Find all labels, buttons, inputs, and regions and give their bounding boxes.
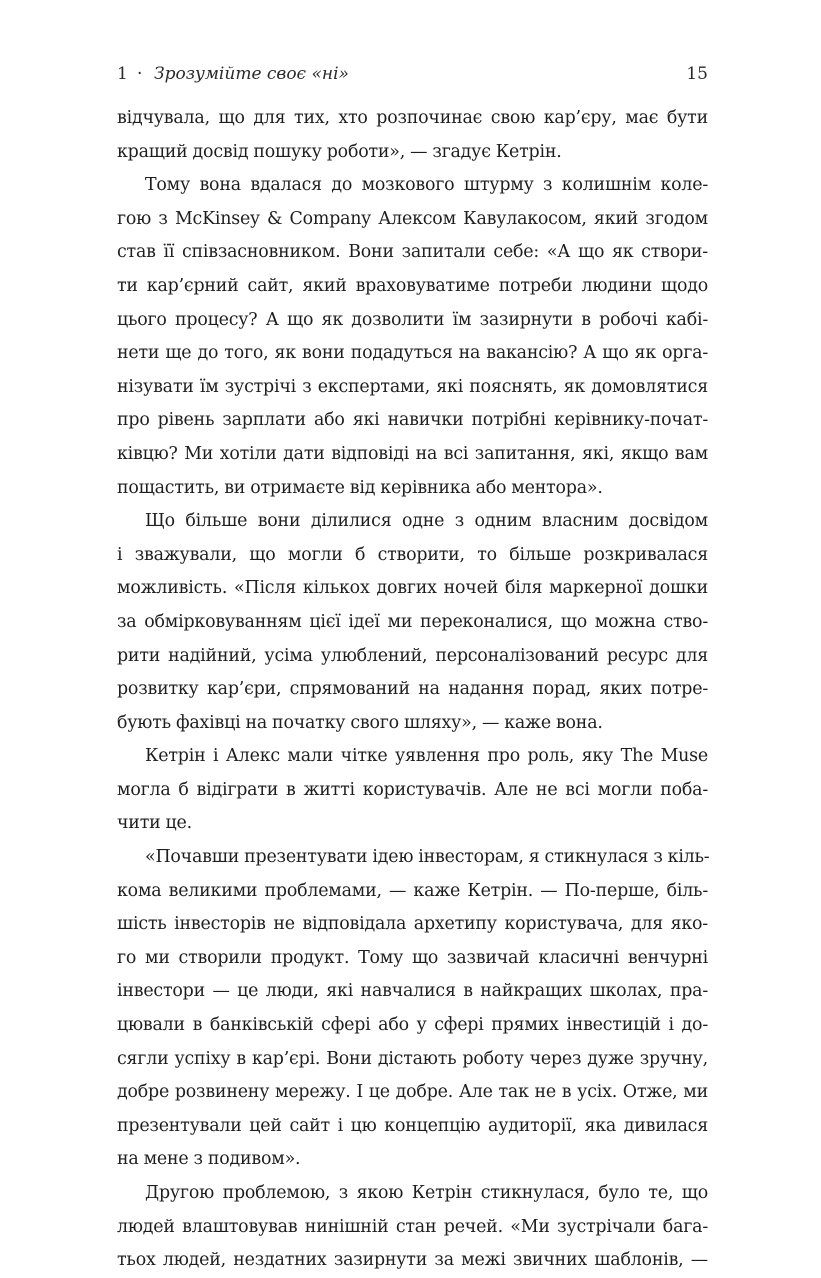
text-line: інвестори — це люди, які навчалися в найкращих школах, пра-: [117, 981, 708, 1002]
text-line: цього процесу? А що як дозволити їм зазирнути в робочі кабі-: [117, 309, 708, 330]
text-line: став її співзасновником. Вони запитали себе: «А що як створи-: [117, 242, 708, 263]
page-number: 15: [686, 64, 708, 84]
text-line: добре розвинену мережу. І це добре. Але так не в усіх. Отже, ми: [117, 1082, 708, 1103]
chapter-title: Зрозумійте своє «ні»: [154, 64, 349, 84]
text-line: чити це.: [117, 813, 192, 834]
text-line: людей влаштовував нинішній стан речей. «Ми зустрічали бага-: [117, 1216, 708, 1237]
text-line: го ми створили продукт. Тому що зазвичай класичні венчурні: [117, 947, 708, 968]
text-line: можливість. «Після кількох довгих ночей біля маркерної дошки: [117, 578, 708, 599]
text-line: і зважували, що могли б створити, то більше розкривалася: [117, 544, 708, 565]
text-line: презентували цей сайт і цю концепцію аудиторії, яка дивилася: [117, 1115, 708, 1136]
paragraph-first-line: Що більше вони ділилися одне з одним власним досвідом: [145, 511, 708, 532]
text-line: гою з McKinsey & Company Алексом Кавулакосом, який згодом: [117, 208, 708, 229]
text-line: про рівень зарплати або які навички потрібні керівнику-почат-: [117, 410, 708, 431]
chapter-number: 1: [117, 64, 128, 84]
text-line: шість інвесторів не відповідала архетипу користувача, для яко-: [117, 914, 708, 935]
text-line: ківцю? Ми хотіли дати відповіді на всі запитання, які, якщо вам: [117, 443, 708, 464]
text-line: тьох людей, нездатних зазирнути за межі звичних шаблонів, —: [117, 1250, 708, 1271]
text-line: відчувала, що для тих, хто розпочинає свою кар’єру, має бути: [117, 108, 708, 128]
text-line: на мене з подивом».: [117, 1149, 301, 1170]
text-line: рити надійний, усіма улюблений, персоналізований ресурс для: [117, 645, 708, 666]
text-line: за обмірковуванням цієї ідеї ми переконалися, що можна ство-: [117, 611, 708, 632]
body-text: [117, 102, 708, 1278]
text-line: розвитку кар’єри, спрямований на надання порад, яких потре-: [117, 679, 708, 700]
paragraph-first-line: Другою проблемою, з якою Кетрін стикнулася, було те, що: [145, 1183, 708, 1203]
text-line: пощастить, ви отримаєте від керівника або ментора».: [117, 477, 603, 498]
text-line: ти кар’єрний сайт, який враховуватиме потреби людини щодо: [117, 275, 708, 296]
paragraph-first-line: Кетрін і Алекс мали чітке уявлення про роль, яку The Muse: [145, 746, 708, 767]
text-line: кома великими проблемами, — каже Кетрін. — По-перше, біль-: [117, 880, 708, 901]
text-line: могла б відіграти в житті користувачів. Але не всі могли поба-: [117, 779, 708, 800]
running-header: [117, 60, 708, 88]
header-separator: ·: [137, 64, 143, 84]
text-line: кращий досвід пошуку роботи», — згадує Кетрін.: [117, 141, 562, 162]
text-line: сягли успіху в кар’єрі. Вони дістають роботу через дуже зручну,: [117, 1048, 708, 1069]
text-line: нети ще до того, як вони подадуться на вакансію? А що як орга-: [117, 343, 708, 364]
text-line: цювали в банківській сфері або у сфері прямих інвестицій і до-: [117, 1015, 708, 1036]
text-line: бують фахівці на початку свого шляху», — каже вона.: [117, 712, 603, 733]
paragraph-first-line: «Почавши презентувати ідею інвесторам, я стикнулася з кіль-: [145, 847, 710, 868]
text-line: нізувати їм зустрічі з експертами, які пояснять, як домовлятися: [117, 376, 708, 397]
paragraph-first-line: Тому вона вдалася до мозкового штурму з колишнім коле-: [145, 175, 708, 196]
